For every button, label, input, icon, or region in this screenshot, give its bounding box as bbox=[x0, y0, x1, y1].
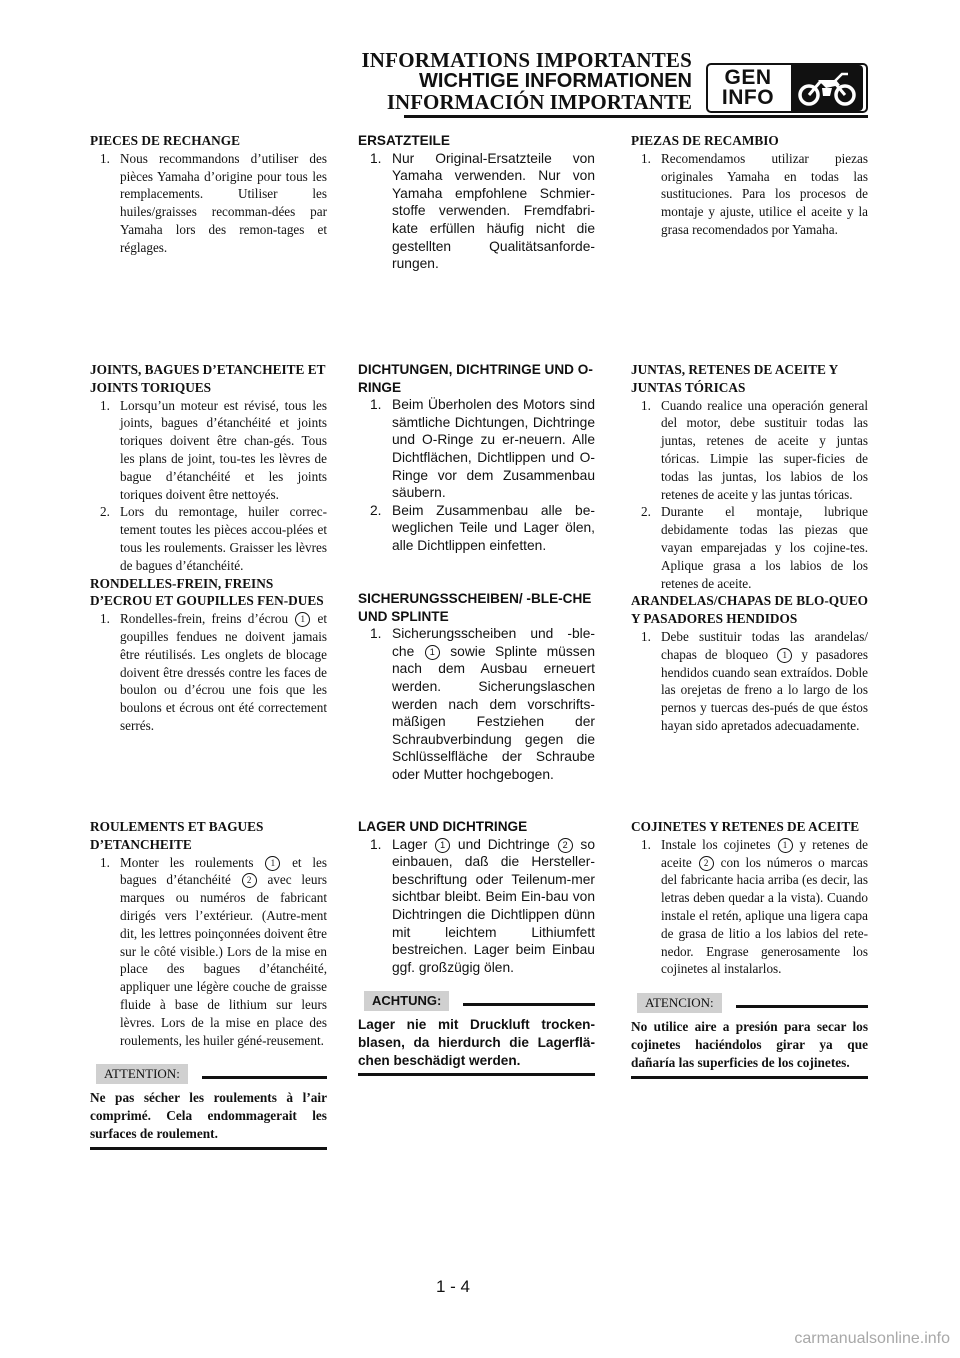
item-number: 1. bbox=[641, 628, 651, 644]
gen-info-label bbox=[708, 65, 788, 111]
caution-label: ATENCION: bbox=[637, 993, 722, 1013]
page-header-titles bbox=[361, 50, 692, 113]
list-item bbox=[631, 150, 868, 239]
list-item bbox=[90, 150, 327, 257]
gen-info-badge bbox=[706, 63, 868, 113]
item-text bbox=[661, 628, 868, 735]
list-item bbox=[90, 397, 327, 504]
item-number: 1. bbox=[641, 397, 651, 413]
de-heading-lock-washers: SICHERUNGSSCHEIBEN/ -BLE-CHE UND SPLINTE bbox=[358, 591, 592, 624]
list-item bbox=[90, 503, 327, 574]
header-title-fr: INFORMATIONS IMPORTANTES bbox=[361, 48, 692, 72]
caution-rule-top bbox=[463, 1003, 595, 1006]
callout-1: 1 bbox=[295, 612, 310, 627]
item-text-part: et goupilles fendues ne doivent jamais être réutilisés. Les onglets de blocage doivent être dressés contre les faces de boulon ou d’écrou une fois que les boulons et écrous ont été correctement serrés. bbox=[120, 611, 328, 733]
fr-section-spare-parts bbox=[90, 132, 327, 257]
callout-2: 2 bbox=[242, 873, 257, 888]
de-heading-spare-parts: ERSATZTEILE bbox=[358, 133, 450, 148]
item-number: 1. bbox=[100, 150, 110, 166]
item-text bbox=[392, 625, 595, 783]
list-item bbox=[631, 628, 868, 735]
fr-heading-gaskets: JOINTS, BAGUES D’ETANCHEITE ET JOINTS TORIQUES bbox=[90, 362, 326, 395]
fr-heading-spare-parts: PIECES DE RECHANGE bbox=[90, 133, 240, 148]
watermark[interactable]: carmanualsonline.info bbox=[794, 1330, 950, 1347]
item-number: 1. bbox=[100, 397, 110, 413]
item-text-part: so einbauen, daß die Hersteller-beschriftung oder Teilenum-mer sichtbar bleibt. Beim Ein-bau von Dichtringen die Dichtlippen dünn mit leichtem Lithiumfett bestreichen. Lager beim Einbau ggf. großzügig ölen. bbox=[392, 836, 595, 975]
caution-text: No utilice aire a presión para secar los cojinetes haciéndolos girar ya que dañaría las superficies de los cojinetes. bbox=[631, 1019, 868, 1070]
item-text: Cuando realice una operación general del motor, debe sustituir todas las juntas, retenes de aceite y juntas tóricas. Limpie las super-ficies de todas las juntas, los labios de los retenes de aceite y las juntas tóricas. bbox=[661, 397, 868, 502]
fr-section-bearings bbox=[90, 818, 327, 1150]
list-item bbox=[358, 396, 595, 502]
callout-2: 2 bbox=[558, 838, 573, 853]
de-heading-bearings: LAGER UND DICHTRINGE bbox=[358, 819, 528, 834]
page-number: 1 - 4 bbox=[436, 1277, 471, 1296]
item-text-part: con los números o marcas del fabricante hacia arriba (es decir, las letras deben quedar a la vista). Cuando instale el retén, aplique una ligera capa de grasa de litio a los labios del rete-nedor. Engrase generosamente los cojinetes al instalarlos. bbox=[661, 854, 869, 977]
fr-heading-lock-washers: RONDELLES-FREIN, FREINS D’ECROU ET GOUPILLES FEN-DUES bbox=[90, 575, 324, 609]
header-title-es: INFORMACIÓN IMPORTANTE bbox=[386, 90, 692, 114]
item-text bbox=[392, 836, 595, 977]
caution-header bbox=[90, 1063, 327, 1085]
item-number: 1. bbox=[370, 626, 382, 642]
list-item bbox=[631, 836, 868, 978]
item-text-part: Instale los cojinetes bbox=[661, 836, 771, 852]
motorcycle-icon bbox=[796, 68, 858, 108]
item-text-part: Lager bbox=[392, 836, 428, 852]
badge-line-2: INFO bbox=[721, 86, 775, 109]
es-section-bearings bbox=[631, 818, 868, 1079]
item-text bbox=[120, 854, 327, 1050]
list-item bbox=[90, 854, 327, 1050]
item-text-part: und Dichtringe bbox=[457, 836, 550, 852]
list-item bbox=[358, 150, 595, 273]
item-text: Beim Überholen des Motors sind sämtliche Dichtungen, Dichtringe und O-Ringe zu er-neuern. Alle Dichtflächen, Dichtlippen und O-Ringe vor dem Zusammenbau säubern. bbox=[392, 397, 595, 501]
badge-line-1: GEN bbox=[724, 66, 772, 89]
caution-header bbox=[358, 990, 595, 1012]
fr-heading-bearings: ROULEMENTS ET BAGUES D’ETANCHEITE bbox=[90, 819, 264, 852]
es-heading-lock-washers: ARANDELAS/CHAPAS DE BLO-QUEO Y PASADORES HENDIDOS bbox=[631, 593, 868, 627]
es-heading-bearings: COJINETES Y RETENES DE ACEITE bbox=[631, 819, 860, 834]
icon-panel bbox=[791, 65, 863, 111]
item-text-part: sowie Splinte müssen nach dem Ausbau erneuert werden. Sicherungslaschen werden nach dem vorschrifts-mäßigen Festziehen der Schraubverbindung gegen die Schlüsselfläche der Schraube oder Mutter hochgebogen. bbox=[392, 643, 595, 782]
item-text: Nous recommandons d’utiliser des pièces Yamaha d’origine pour tous les remplacements. Utiliser les huiles/graisses recomman-dées par Yamaha lors des remon-tages et réglages. bbox=[120, 150, 327, 255]
item-number: 1. bbox=[100, 611, 110, 627]
de-caution-box bbox=[358, 990, 595, 1076]
caution-rule-top bbox=[202, 1076, 327, 1079]
item-text: Durante el montaje, lubrique debidamente todas las piezas que vayan emparejadas y los cojine-tes. Aplique grasa a los labios de los retenes de aceite. bbox=[661, 504, 868, 591]
callout-1: 1 bbox=[425, 645, 440, 660]
caution-label: ACHTUNG: bbox=[364, 991, 449, 1011]
callout-1: 1 bbox=[435, 838, 450, 853]
header-rule bbox=[404, 115, 868, 118]
item-number: 1. bbox=[370, 150, 382, 166]
item-text-part: avec leurs marques ou numéros de fabricant dirigés vers l’extérieur. (Autre-ment dit, les lettres poinçonnées doivent être sur le côté visible.) Lors de la mise en place des bagues d’étanchéité, appliquer une légère couche de graisse fluide à base de lithium sur leurs lèvres. Lors de la mise en place des roulements, les huiler géné-reusement. bbox=[120, 872, 328, 1048]
callout-1: 1 bbox=[778, 838, 793, 853]
item-text-part: Debe sustituir todas las arandelas/ chapas de bloqueo bbox=[661, 628, 868, 662]
item-text: Lorsqu’un moteur est révisé, tous les joints, bagues d’étanchéité et joints toriques doivent être chan-gés. Tous les plans de joint, tou-tes les lèvres de bague d’étanchéité et les joints toriques doivent être nettoyés. bbox=[120, 397, 327, 502]
fr-section-gaskets bbox=[90, 361, 327, 735]
item-text-part: Sicherungsscheiben und -ble-che bbox=[392, 626, 595, 659]
caution-rule-bottom bbox=[358, 1073, 595, 1076]
list-item bbox=[631, 397, 868, 504]
es-caution-box bbox=[631, 992, 868, 1078]
item-text bbox=[120, 610, 327, 735]
badge-icon-area bbox=[788, 65, 866, 111]
caution-rule-bottom bbox=[90, 1147, 327, 1150]
es-heading-gaskets: JUNTAS, RETENES DE ACEITE Y JUNTAS TÓRICAS bbox=[631, 362, 838, 395]
de-section-bearings bbox=[358, 818, 595, 1076]
callout-2: 2 bbox=[699, 856, 714, 871]
callout-1: 1 bbox=[265, 856, 280, 871]
item-text-part: y retenes de aceite bbox=[661, 836, 868, 870]
item-text-part: Rondelles-frein, freins d’écrou bbox=[120, 611, 289, 627]
es-section-gaskets bbox=[631, 361, 868, 735]
item-number: 2. bbox=[641, 504, 651, 520]
item-text: Lors du remontage, huiler correc-tement toutes les pièces accou-plées et tous les roulements. Graisser les lèvres de bagues d’étanchéité. bbox=[120, 504, 327, 573]
caution-header bbox=[631, 992, 868, 1014]
list-item bbox=[90, 610, 327, 735]
item-number: 1. bbox=[370, 397, 382, 413]
item-number: 1. bbox=[370, 836, 382, 852]
item-text-part: Monter les roulements bbox=[120, 854, 254, 870]
caution-label: ATTENTION: bbox=[96, 1064, 188, 1084]
caution-rule-top bbox=[736, 1005, 868, 1008]
fr-caution-box bbox=[90, 1063, 327, 1149]
list-item bbox=[631, 503, 868, 592]
item-text: Beim Zusammenbau alle be-weglichen Teile und Lager ölen, alle Dichtlippen einfetten. bbox=[392, 502, 595, 553]
item-text-part: y pasadores hendidos cuando sean extraídos. Doble las orejetas de freno a lo largo de los pernos y tuercas des-pués de que éstos hayan sido apretados adecuadamente. bbox=[661, 646, 869, 733]
item-number: 2. bbox=[100, 504, 110, 520]
item-text: Nur Original-Ersatzteile von Yamaha verwenden. Nur von Yamaha empfohlene Schmier-stoffe verwenden. Fremdfabri-kate erfüllen häufig nicht die gestellten Qualitätsanforde-rungen. bbox=[392, 150, 595, 272]
item-text bbox=[661, 836, 868, 978]
item-number: 2. bbox=[370, 502, 382, 518]
item-number: 1. bbox=[641, 836, 651, 852]
list-item bbox=[358, 502, 595, 555]
de-section-spare-parts bbox=[358, 132, 595, 273]
callout-1: 1 bbox=[777, 648, 792, 663]
caution-text: Lager nie mit Druckluft trocken-blasen, da hierdurch die Lagerflä-chen beschädigt werden. bbox=[358, 1017, 595, 1068]
item-text: Recomendamos utilizar piezas originales Yamaha en todas las sustituciones. Para los procesos de montaje y ajuste, utilice el aceite y la grasa recomendados por Yamaha. bbox=[661, 150, 868, 237]
de-heading-gaskets: DICHTUNGEN, DICHTRINGE UND O-RINGE bbox=[358, 362, 593, 395]
item-number: 1. bbox=[641, 150, 651, 166]
caution-rule-bottom bbox=[631, 1076, 868, 1079]
list-item bbox=[358, 625, 595, 783]
item-number: 1. bbox=[100, 854, 110, 870]
caution-text: Ne pas sécher les roulements à l’air comprimé. Cela endommagerait les surfaces de roulement. bbox=[90, 1090, 327, 1141]
de-section-lock-washers bbox=[358, 590, 595, 784]
es-heading-spare-parts: PIEZAS DE RECAMBIO bbox=[631, 133, 779, 148]
es-section-spare-parts bbox=[631, 132, 868, 239]
de-section-gaskets bbox=[358, 361, 595, 555]
item-text-part: et les bagues d’étanchéité bbox=[120, 854, 327, 888]
list-item bbox=[358, 836, 595, 977]
header-title-de: WICHTIGE INFORMATIONEN bbox=[419, 70, 692, 92]
